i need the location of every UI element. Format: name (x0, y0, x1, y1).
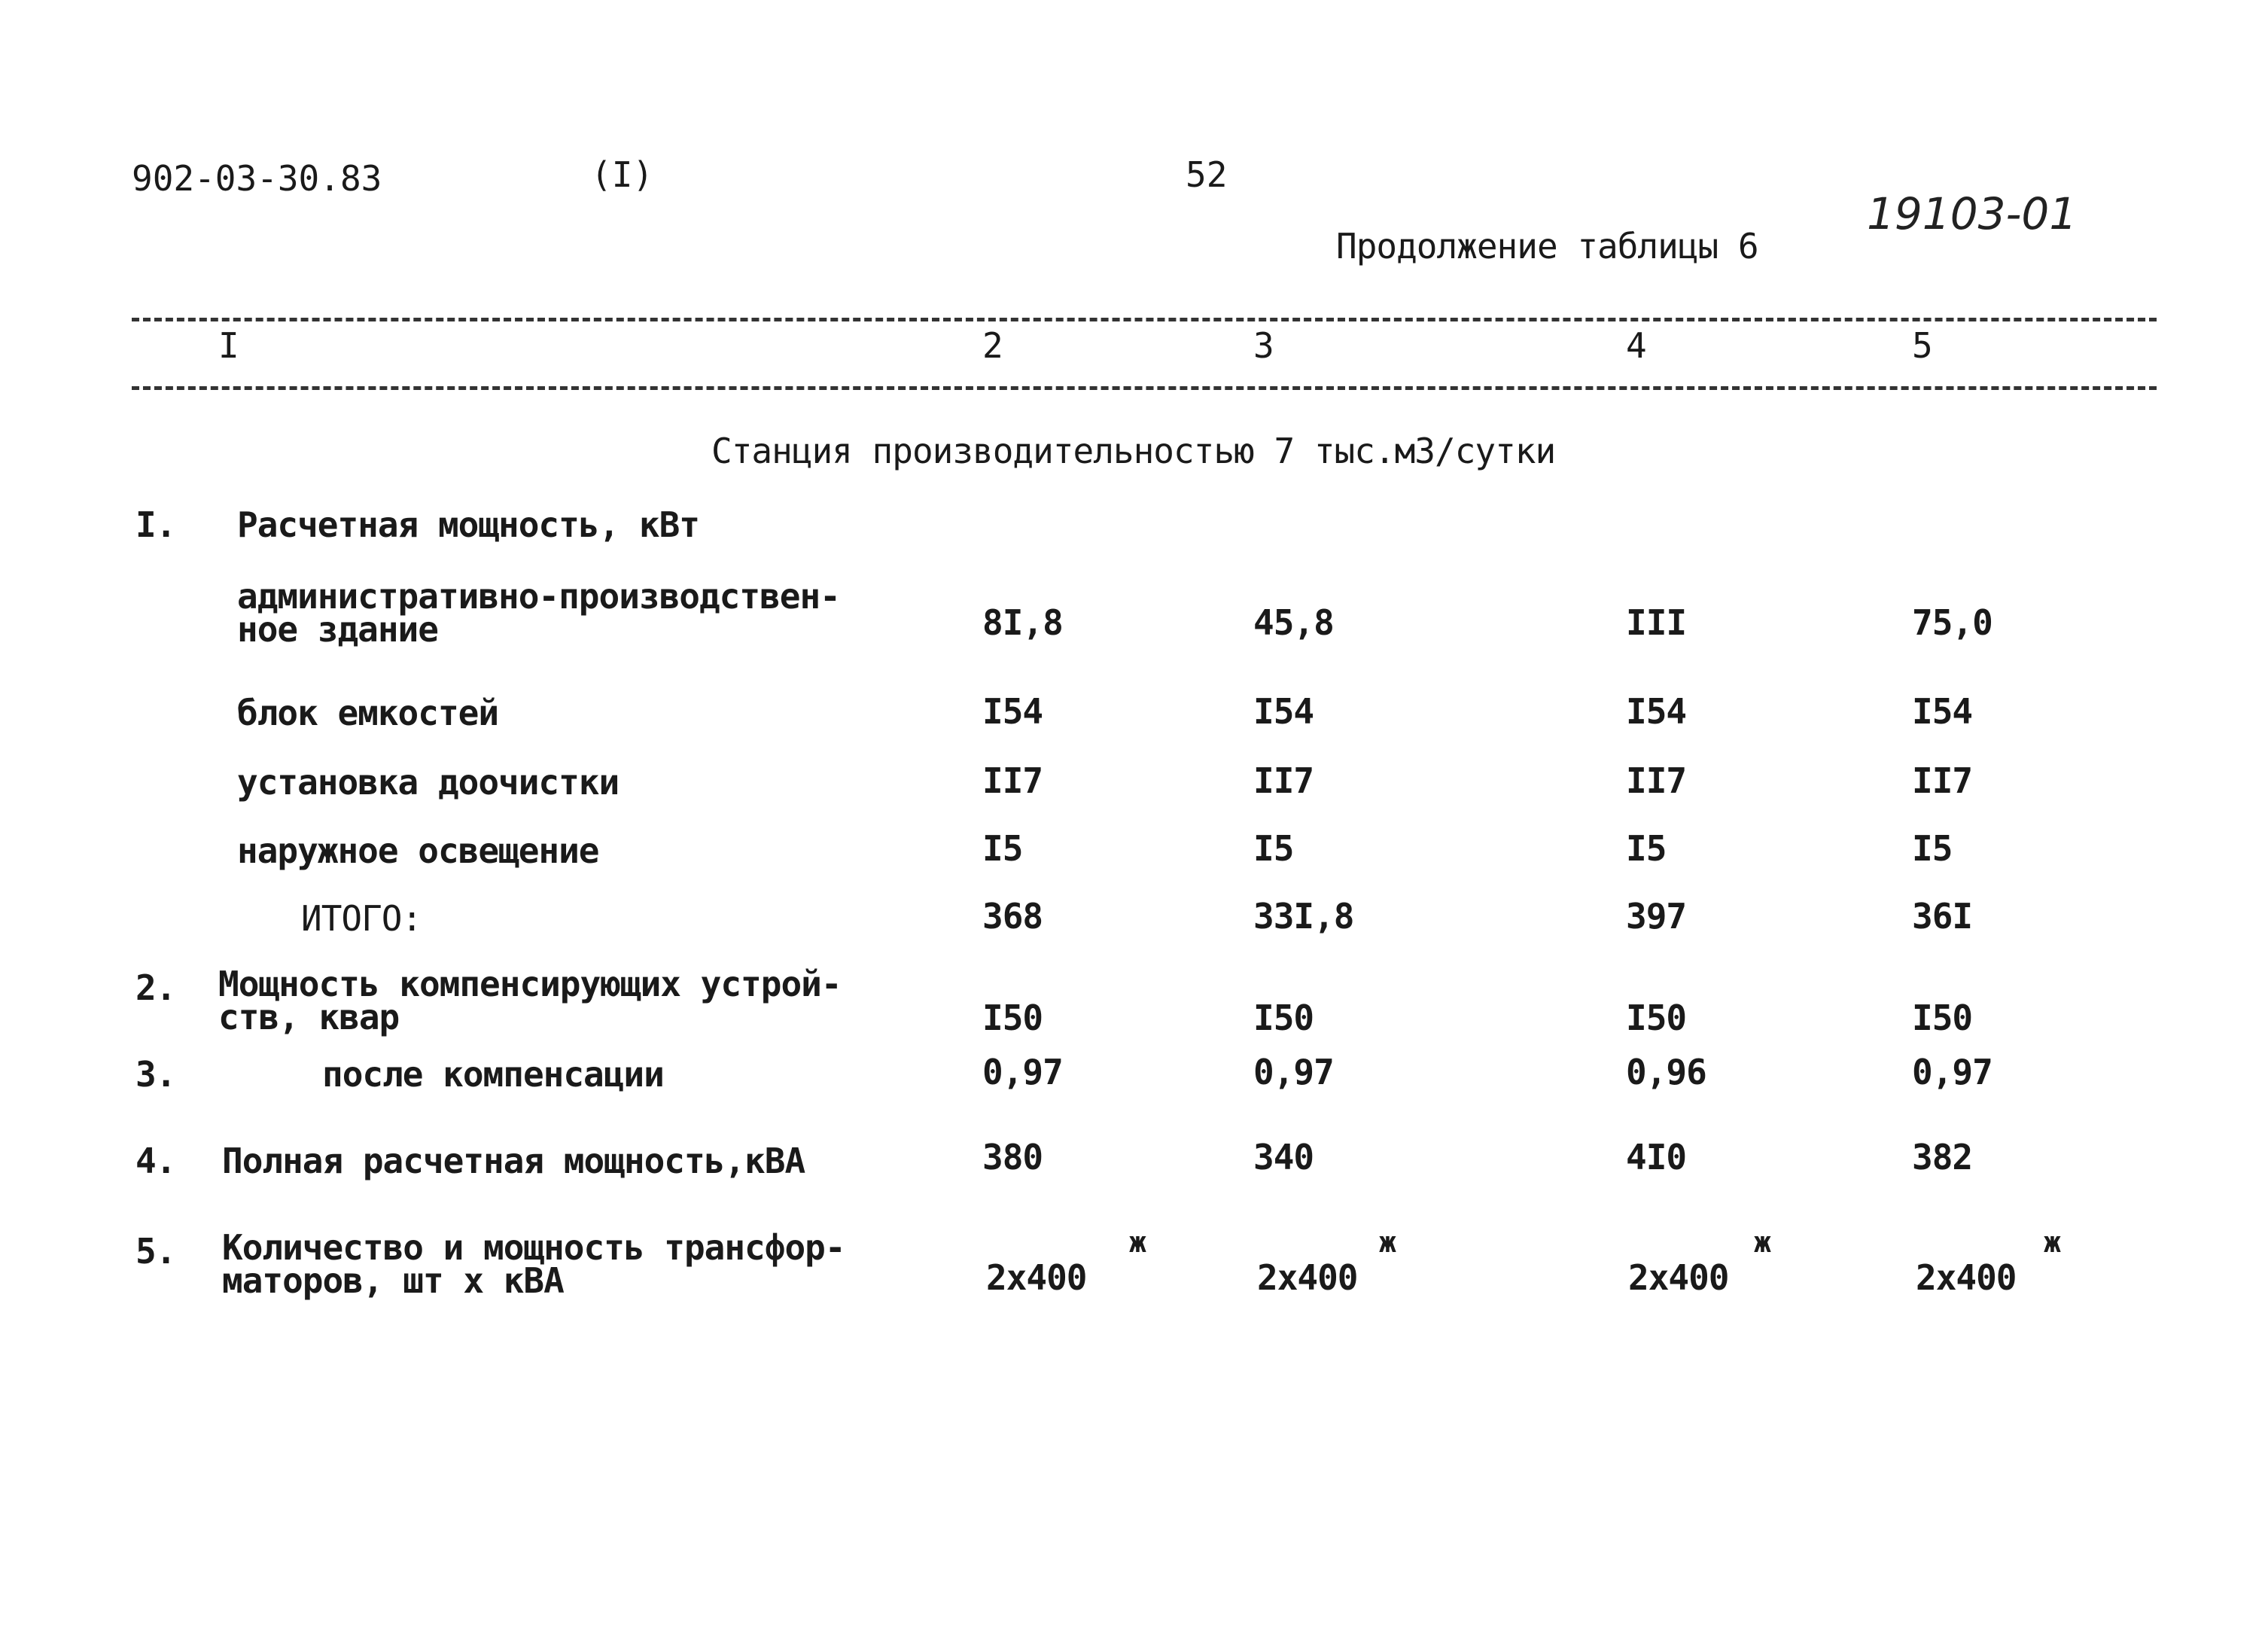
cell-value: I5 (1253, 828, 1294, 869)
document-code: 902-03-30.83 (132, 158, 382, 199)
handwritten-code: 19103-01 (1867, 188, 2078, 239)
cell-value: I5 (1626, 828, 1667, 869)
column-number-5: 5 (1912, 325, 1932, 366)
cell-value: II7 (1253, 760, 1314, 801)
row-number: I. (135, 504, 176, 545)
cell-value: I50 (1912, 998, 1973, 1038)
row-label: Полная расчетная мощность,кВА (222, 1141, 805, 1181)
cell-value: I5 (982, 828, 1023, 869)
cell-value: 397 (1626, 896, 1687, 937)
cell-value: I54 (1253, 691, 1314, 732)
cell-value: I50 (1253, 998, 1314, 1038)
row-number: 5. (135, 1231, 176, 1272)
column-number-2: 2 (982, 325, 1003, 366)
cell-value: I50 (1626, 998, 1687, 1038)
footnote-mark: ж (1379, 1226, 1396, 1259)
row-label: наружное освещение (237, 830, 599, 871)
part-number: (I) (591, 154, 654, 195)
row-number: 2. (135, 967, 176, 1008)
cell-value: 8I,8 (982, 602, 1063, 643)
row-label: установка доочистки (237, 762, 620, 803)
table-header-rule (132, 386, 2157, 390)
page-number: 52 (1186, 154, 1228, 195)
column-number-4: 4 (1626, 325, 1646, 366)
cell-value: II7 (1626, 760, 1687, 801)
cell-value: 36I (1912, 896, 1973, 937)
cell-value: 0,97 (1912, 1052, 1992, 1092)
cell-value: 2x400 (1628, 1257, 1729, 1298)
cell-value: II7 (1912, 760, 1973, 801)
footnote-mark: ж (1754, 1226, 1771, 1259)
cell-value: 382 (1912, 1137, 1973, 1177)
table-top-rule (132, 318, 2157, 321)
cell-value: 2x400 (986, 1257, 1087, 1298)
cell-value: 4I0 (1626, 1137, 1687, 1177)
row-number: 4. (135, 1141, 176, 1181)
cell-value: I50 (982, 998, 1043, 1038)
cell-value: 380 (982, 1137, 1043, 1177)
row-number: 3. (135, 1054, 176, 1095)
row-label: Количество и мощность трансфор- маторов, шт х кВА (222, 1227, 845, 1301)
cell-value: 2x400 (1916, 1257, 2017, 1298)
row-label: Мощность компенсирующих устрой- ств, квар (218, 964, 842, 1037)
footnote-mark: ж (2044, 1226, 2061, 1259)
cell-value: 0,96 (1626, 1052, 1706, 1092)
column-number-3: 3 (1253, 325, 1274, 366)
cell-value: 2x400 (1257, 1257, 1358, 1298)
cell-value: I54 (1626, 691, 1687, 732)
cell-value: I54 (1912, 691, 1973, 732)
cell-value: 75,0 (1912, 602, 1992, 643)
cell-value: 0,97 (1253, 1052, 1334, 1092)
table-continuation-title: Продолжение таблицы 6 (1336, 226, 1758, 267)
cell-value: III (1626, 602, 1687, 643)
cell-value: 45,8 (1253, 602, 1334, 643)
cell-value: II7 (982, 760, 1043, 801)
cell-value: I5 (1912, 828, 1953, 869)
row-label: блок емкостей (237, 693, 499, 733)
column-number-1: I (218, 325, 239, 366)
footnote-mark: ж (1129, 1226, 1146, 1259)
cell-value: I54 (982, 691, 1043, 732)
section-title: Станция производительностью 7 тыс.м3/сутки (711, 431, 1556, 471)
row-label: Расчетная мощность, кВт (237, 504, 699, 545)
row-label: после компенсации (322, 1054, 664, 1095)
total-label: ИТОГО: (301, 898, 422, 939)
cell-value: 368 (982, 896, 1043, 937)
cell-value: 340 (1253, 1137, 1314, 1177)
cell-value: 0,97 (982, 1052, 1063, 1092)
cell-value: 33I,8 (1253, 896, 1354, 937)
row-label: административно-производствен- ное здание (237, 576, 840, 650)
